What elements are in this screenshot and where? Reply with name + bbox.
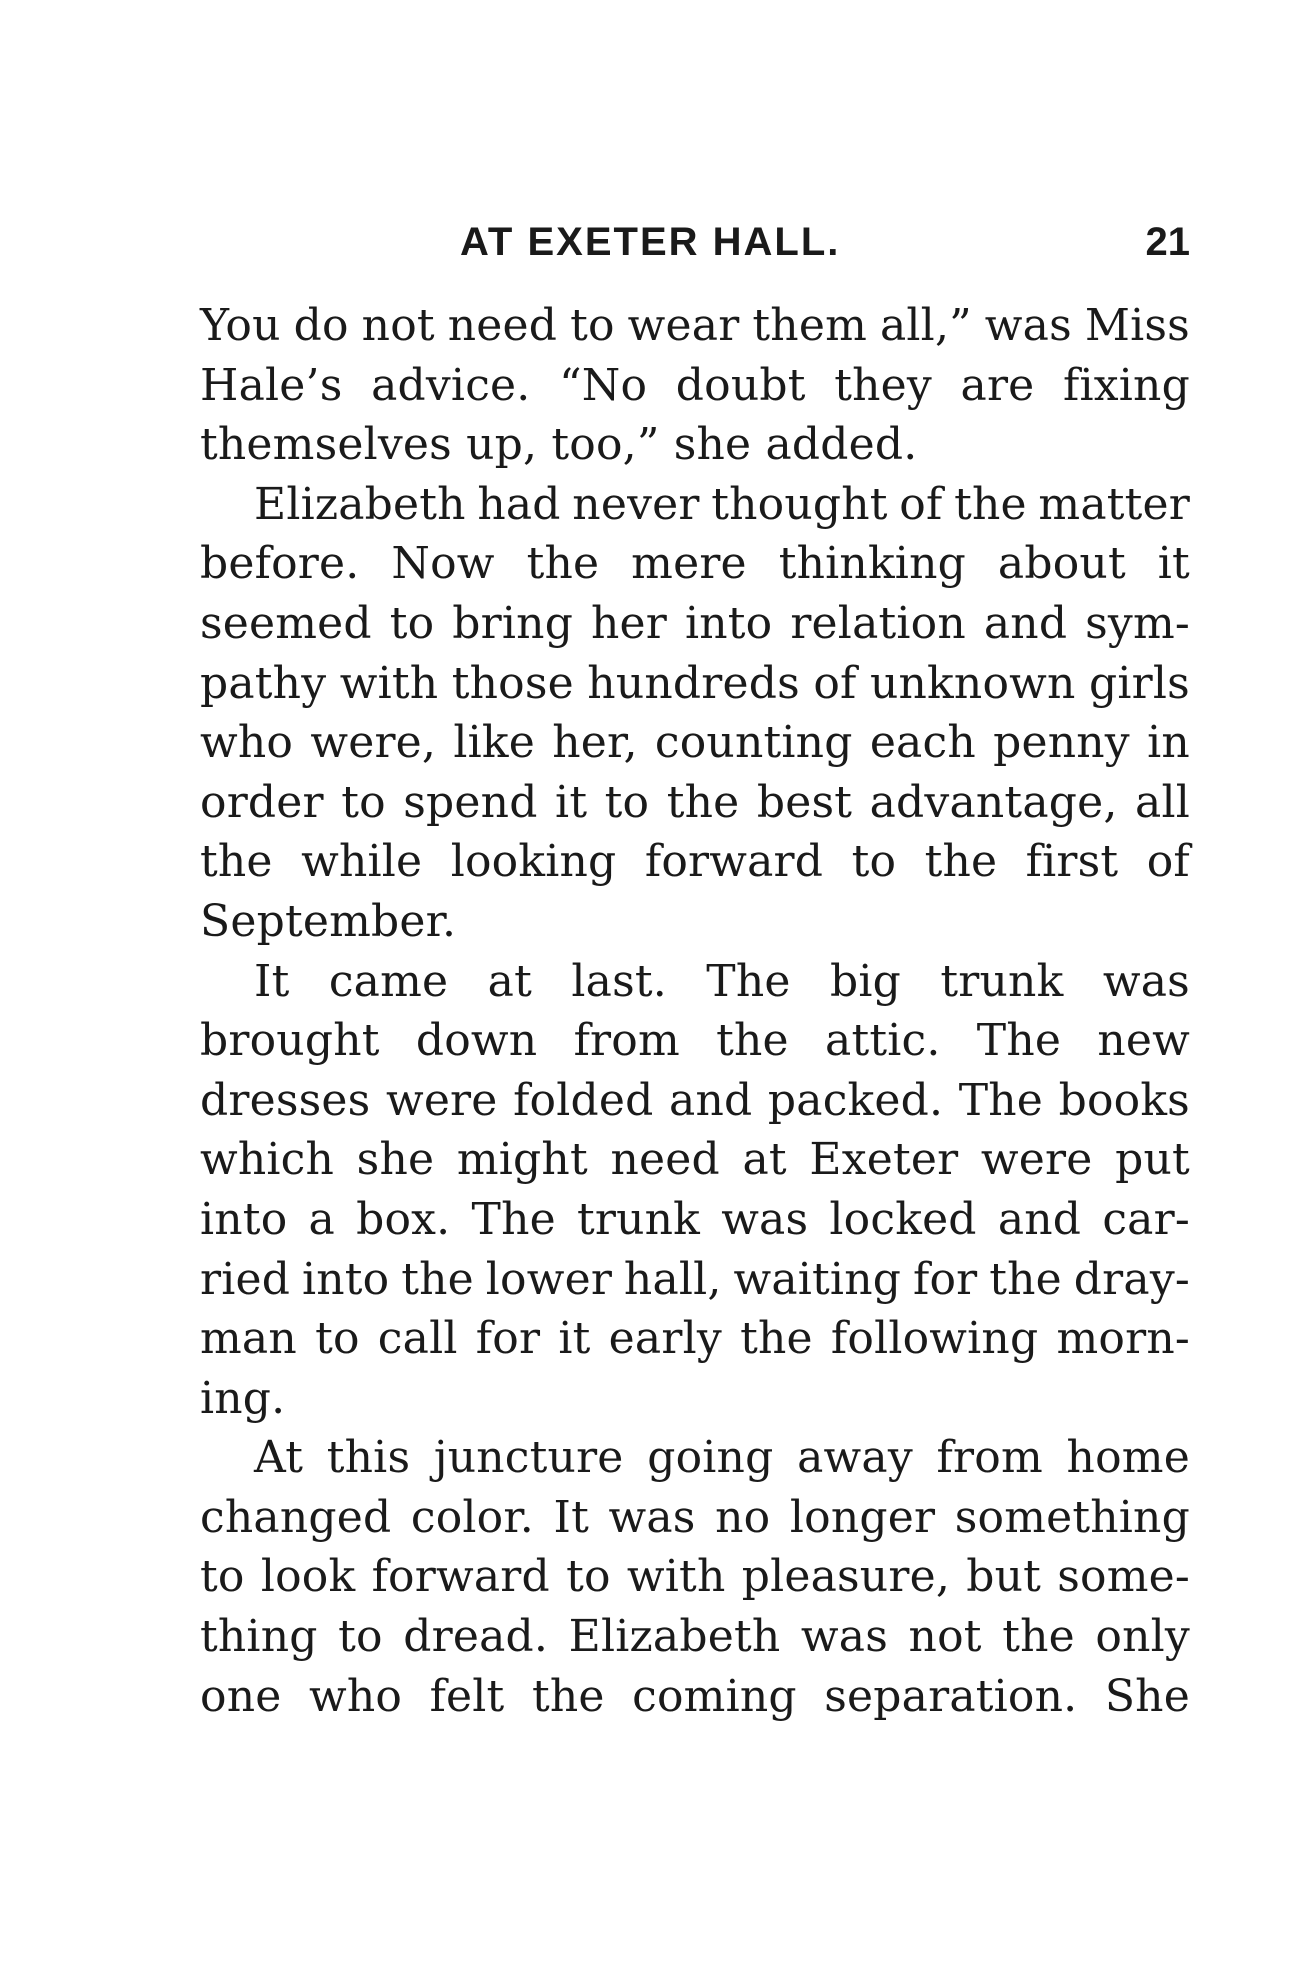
word: felt	[429, 1670, 505, 1722]
text-line	[200, 1488, 1190, 1548]
word: thinking	[778, 538, 966, 590]
word: sym-	[1085, 597, 1190, 649]
page-number: 21	[1145, 220, 1190, 264]
word: car-	[1102, 1193, 1190, 1245]
word: The	[958, 1074, 1044, 1126]
word: longer	[789, 1491, 936, 1543]
word: advice.	[371, 359, 531, 411]
word: Elizabeth	[568, 1611, 781, 1663]
word: all,”	[879, 300, 972, 351]
word: separation.	[824, 1670, 1078, 1722]
word: locked	[829, 1193, 977, 1245]
text-line: September.	[200, 895, 457, 947]
word: doubt	[675, 359, 806, 411]
text-line	[200, 1607, 1190, 1667]
word: to	[570, 300, 615, 351]
word: only	[1095, 1611, 1190, 1663]
word: hall,	[623, 1253, 722, 1305]
word: relation	[790, 597, 966, 649]
word: it	[1157, 538, 1190, 590]
word: the	[716, 1015, 789, 1067]
word: spend	[403, 776, 538, 828]
word: pleasure,	[741, 1551, 951, 1603]
word: forward	[371, 1551, 550, 1603]
text-line	[200, 1667, 1190, 1727]
word: those	[451, 657, 574, 709]
word: She	[1104, 1670, 1190, 1722]
word: box.	[356, 1193, 451, 1245]
word: wear	[627, 300, 740, 351]
word: a	[308, 1193, 335, 1245]
word: before.	[200, 538, 360, 590]
word: look	[260, 1551, 356, 1603]
word: color.	[410, 1491, 534, 1543]
word: The	[471, 1193, 556, 1245]
word: You	[200, 300, 281, 351]
word: advantage,	[869, 776, 1118, 828]
word: the	[200, 836, 273, 888]
word: to	[315, 1313, 360, 1365]
word: do	[293, 300, 349, 351]
word: home	[1066, 1432, 1190, 1484]
word: coming	[632, 1670, 797, 1722]
word: penny	[993, 717, 1130, 769]
word: some-	[1057, 1551, 1190, 1603]
text-line: themselves up, too,” she added.	[200, 419, 918, 471]
word: lower	[485, 1253, 613, 1305]
word: of	[1146, 836, 1190, 888]
word: down	[415, 1015, 538, 1067]
text-line	[200, 534, 1190, 594]
word: who	[308, 1670, 403, 1722]
word: the	[1002, 1611, 1075, 1663]
running-head	[200, 212, 1190, 272]
text-line	[200, 832, 1190, 892]
word: best	[756, 776, 853, 828]
word: folded	[513, 1074, 654, 1126]
word: “No	[559, 359, 648, 411]
word: need	[447, 300, 558, 351]
word: away	[797, 1432, 913, 1484]
word: new	[1097, 1015, 1190, 1067]
word: looking	[450, 836, 617, 888]
word: to	[851, 836, 897, 888]
word: to	[389, 597, 435, 649]
word: trunk	[940, 955, 1064, 1007]
word: the	[740, 1313, 813, 1365]
word: first	[1025, 836, 1119, 888]
word: It	[254, 955, 290, 1007]
word: each	[869, 717, 976, 769]
word: pathy	[200, 657, 327, 709]
word: the	[989, 1253, 1062, 1305]
text-line	[200, 475, 1190, 535]
word: Hale’s	[200, 359, 343, 411]
word: who	[200, 717, 294, 769]
word: the	[666, 776, 740, 828]
word: had	[477, 478, 561, 530]
word: and	[669, 1074, 753, 1126]
word: was	[1102, 955, 1190, 1007]
word: while	[301, 836, 423, 888]
word: but	[966, 1551, 1042, 1603]
word: never	[572, 478, 700, 530]
word: going	[647, 1432, 774, 1484]
word: unknown	[869, 657, 1076, 709]
word: she	[356, 1134, 435, 1186]
text-line	[200, 356, 1190, 416]
text-line	[200, 1547, 1190, 1607]
word: packed.	[767, 1074, 944, 1126]
word: them	[752, 300, 867, 351]
word: order	[200, 776, 324, 828]
word: to	[338, 1611, 383, 1663]
word: her	[591, 597, 668, 649]
word: Exeter	[809, 1134, 959, 1186]
word: for	[475, 1313, 541, 1365]
word: the	[526, 538, 600, 590]
word: with	[339, 657, 439, 709]
word: this	[326, 1432, 411, 1484]
word: juncture	[433, 1432, 624, 1484]
word: of	[813, 657, 857, 709]
word: Elizabeth	[254, 478, 466, 530]
word: into	[301, 1253, 390, 1305]
word: from	[573, 1015, 680, 1067]
word: for	[912, 1253, 978, 1305]
word: came	[328, 955, 449, 1007]
word: changed	[200, 1491, 392, 1543]
word: call	[377, 1313, 458, 1365]
body-text	[200, 296, 1190, 1726]
word: The	[706, 955, 791, 1007]
word: was	[721, 1193, 809, 1245]
word: it	[555, 776, 588, 828]
word: The	[976, 1015, 1062, 1067]
word: brought	[200, 1015, 380, 1067]
word: Now	[391, 538, 495, 590]
word: something	[954, 1491, 1190, 1543]
word: attic.	[825, 1015, 941, 1067]
word: they	[834, 359, 932, 411]
word: fixing	[1063, 359, 1190, 411]
word: were,	[310, 717, 437, 769]
word: at	[487, 955, 532, 1007]
word: put	[1115, 1134, 1190, 1186]
word: into	[200, 1193, 288, 1245]
word: was	[608, 1491, 696, 1543]
word: all	[1135, 776, 1190, 828]
word: to	[604, 776, 650, 828]
word: one	[200, 1670, 282, 1722]
word: at	[742, 1134, 787, 1186]
word: to	[566, 1551, 611, 1603]
word: man	[200, 1313, 297, 1365]
word: girls	[1088, 657, 1190, 709]
word: about	[997, 538, 1126, 590]
word: dresses	[200, 1074, 371, 1126]
text-line	[200, 654, 1190, 714]
word: thought	[711, 478, 888, 530]
text-line	[200, 1071, 1190, 1131]
word: ried	[200, 1253, 291, 1305]
word: dread.	[403, 1611, 549, 1663]
word: into	[684, 597, 773, 649]
word: thing	[200, 1611, 318, 1663]
word: was	[984, 300, 1072, 351]
word: were	[385, 1074, 498, 1126]
word: might	[456, 1134, 588, 1186]
word: was	[800, 1611, 888, 1663]
word: counting	[654, 717, 853, 769]
text-line	[200, 1011, 1190, 1071]
text-line	[200, 1309, 1190, 1369]
word: it	[558, 1313, 591, 1365]
text-line	[200, 1190, 1190, 1250]
word: It	[553, 1491, 589, 1543]
text-line	[200, 1428, 1190, 1488]
text-line	[200, 1130, 1190, 1190]
word: to	[200, 1551, 245, 1603]
word: which	[200, 1134, 335, 1186]
word: the	[401, 1253, 474, 1305]
text-line: ing.	[200, 1372, 286, 1424]
word: are	[960, 359, 1035, 411]
word: waiting	[733, 1253, 902, 1305]
word: matter	[1038, 478, 1190, 530]
word: trunk	[576, 1193, 701, 1245]
word: not	[361, 300, 435, 351]
word: of	[899, 478, 943, 530]
word: Miss	[1084, 300, 1190, 351]
text-line	[200, 713, 1190, 773]
word: following	[830, 1313, 1039, 1365]
text-line	[200, 952, 1190, 1012]
word: books	[1058, 1074, 1190, 1126]
running-title: AT EXETER HALL.	[460, 220, 841, 264]
word: big	[830, 955, 902, 1007]
word: from	[936, 1432, 1043, 1484]
word: to	[341, 776, 386, 828]
word: and	[997, 1193, 1082, 1245]
word: her,	[552, 717, 638, 769]
word: morn-	[1056, 1313, 1190, 1365]
word: no	[715, 1491, 771, 1543]
word: early	[608, 1313, 722, 1365]
word: forward	[644, 836, 824, 888]
word: At	[254, 1432, 304, 1484]
word: bring	[452, 597, 574, 649]
word: seemed	[200, 597, 372, 649]
word: the	[954, 478, 1027, 530]
word: last.	[571, 955, 667, 1007]
word: dray-	[1073, 1253, 1190, 1305]
text-line	[200, 594, 1190, 654]
word: like	[453, 717, 536, 769]
word: the	[531, 1670, 605, 1722]
word: hundreds	[587, 657, 800, 709]
text-line	[200, 1250, 1190, 1310]
word: were	[980, 1134, 1093, 1186]
word: need	[610, 1134, 720, 1186]
word: with	[626, 1551, 726, 1603]
word: mere	[631, 538, 747, 590]
word: the	[924, 836, 998, 888]
text-line	[200, 773, 1190, 833]
text-line	[200, 296, 1190, 356]
word: and	[983, 597, 1068, 649]
word: in	[1147, 717, 1190, 769]
word: not	[908, 1611, 982, 1663]
